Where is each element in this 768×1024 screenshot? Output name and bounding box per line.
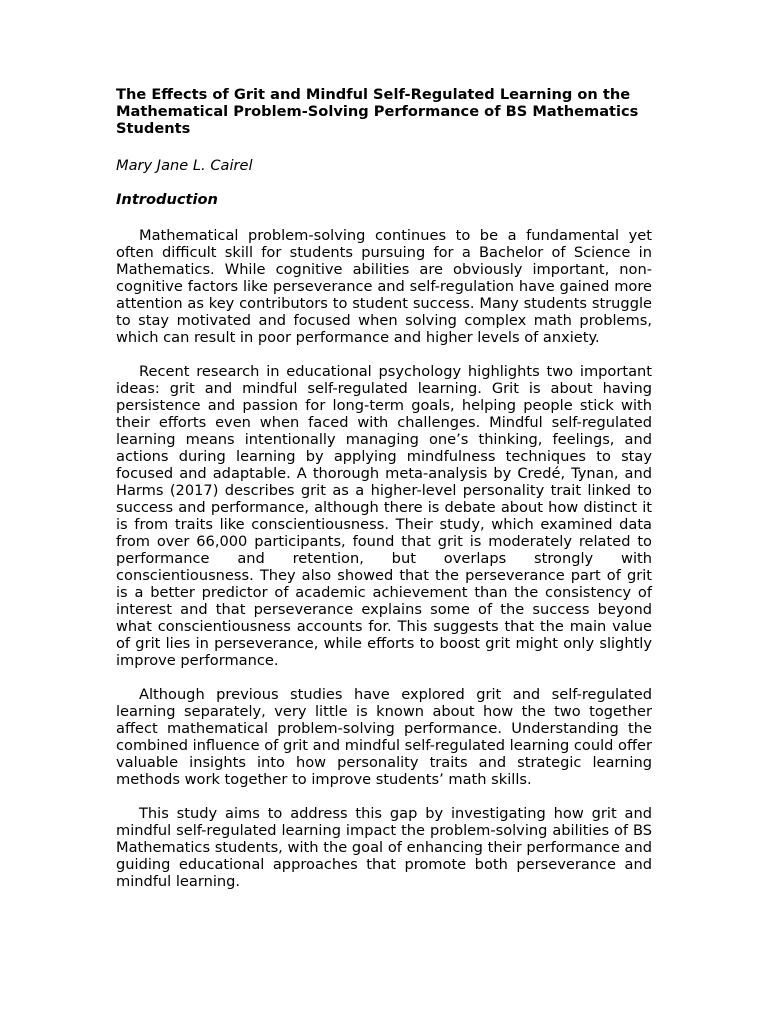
document-page xyxy=(116,86,652,890)
paragraph: Mathematical problem-solving continues to be a fundamental yet often difficult skill for students pursuing for a Bachelor of Science in Mathematics. While cognitive abilities are obviously important, non-cognitive factors like perseverance and self-regulation have gained more attention as key contributors to student success. Many students struggle to stay motivated and focused when solving complex math problems, which can result in poor performance and higher levels of anxiety. xyxy=(116,226,652,346)
paper-title: The Effects of Grit and Mindful Self-Regulated Learning on the Mathematical Problem-Solving Performance of BS Mathematics Students xyxy=(116,86,639,138)
section-heading-introduction: Introduction xyxy=(116,190,218,208)
paragraph: Although previous studies have explored grit and self-regulated learning separately, very little is known about how the two together affect mathematical problem-solving performance. Understanding the combined influence of grit and mindful self-regulated learning could offer valuable insights into how personality traits and strategic learning methods work together to improve students’ math skills. xyxy=(116,685,652,788)
paragraph: This study aims to address this gap by investigating how grit and mindful self-regulated learning impact the problem-solving abilities of BS Mathematics students, with the goal of enhancing their performance and guiding educational approaches that promote both perseverance and mindful learning. xyxy=(116,804,652,890)
author-name: Mary Jane L. Cairel xyxy=(116,156,253,174)
paragraph: Recent research in educational psychology highlights two important ideas: grit and mindful self-regulated learning. Grit is about having persistence and passion for long-term goals, helping people stick with their efforts even when faced with challenges. Mindful self-regulated learning means intentionally managing one’s thinking, feelings, and actions during learning by applying mindfulness techniques to stay focused and adaptable. A thorough meta-analysis by Credé, Tynan, and Harms (2017) describes grit as a higher-level personality trait linked to success and performance, although there is debate about how distinct it is from traits like conscientiousness. Their study, which examined data from over 66,000 participants, found that grit is moderately related to performance and retention, but overlaps strongly with conscientiousness. They also showed that the perseverance part of grit is a better predictor of academic achievement than the consistency of interest and that perseverance explains some of the success beyond what conscientiousness accounts for. This suggests that the main value of grit lies in perseverance, while efforts to boost grit might only slightly improve performance. xyxy=(116,362,652,669)
